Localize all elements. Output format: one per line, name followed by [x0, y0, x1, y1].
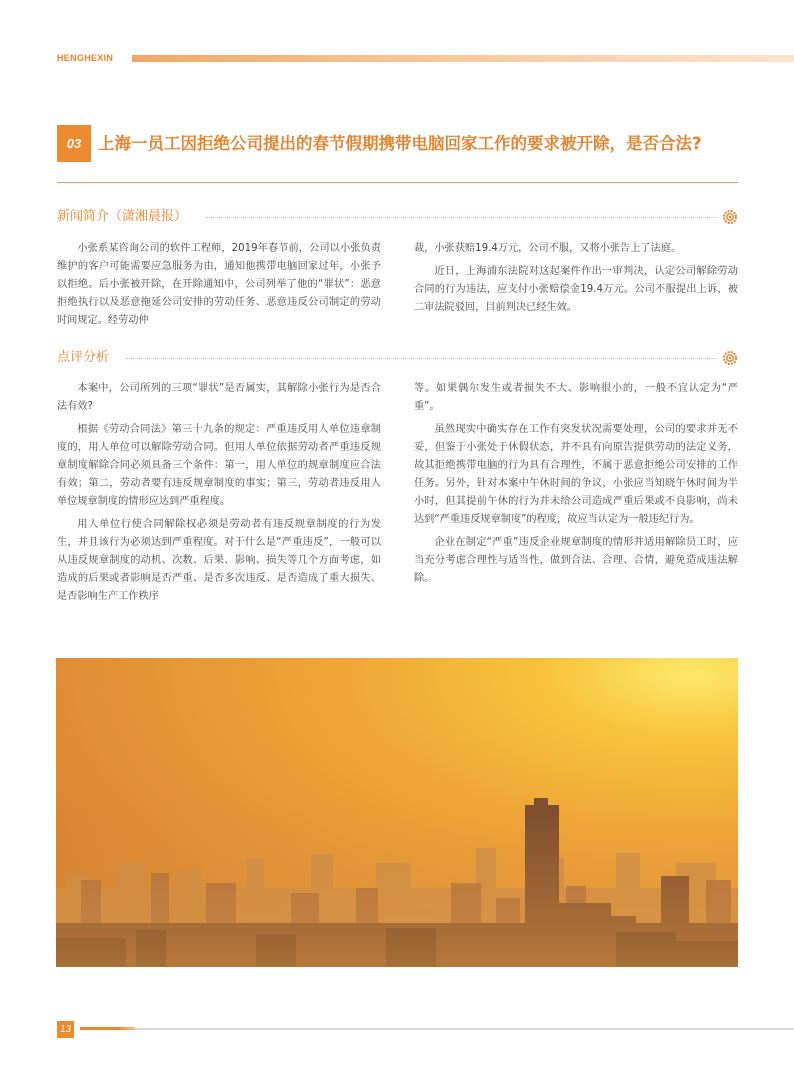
gear-icon: [722, 350, 738, 366]
article-title: 上海一员工因拒绝公司提出的春节假期携带电脑回家工作的要求被开除，是否合法?: [98, 134, 702, 153]
news-right-column: [414, 240, 738, 322]
analysis-right-column: [414, 380, 738, 593]
article-number-badge: 03: [57, 125, 91, 162]
analysis-paragraph: 本案中，公司所列的三项“罪状”是否属实，其解除小张行为是否合法有效?: [57, 383, 381, 412]
analysis-paragraph: 等。如果偶尔发生或者损失不大、影响很小的，一般不宜认定为“严重”。: [414, 383, 738, 412]
analysis-left-column: [57, 380, 381, 611]
news-paragraph: 近日，上海浦东法院对这起案件作出一审判决，认定公司解除劳动合同的行为违法，应支付小张赔偿金19.4万元。公司不服提出上诉，被二审法院驳回，目前判决已经生效。: [414, 266, 738, 313]
analysis-paragraph: 企业在制定“严重”违反企业规章制度的情形并适用解除员工时，应当充分考虑合理性与适当性，做到合法、合理、合情，避免造成违法解除。: [414, 537, 738, 584]
news-paragraph: 小张系某咨询公司的软件工程师，2019年春节前，公司以小张负责维护的客户可能需要应急服务为由，通知他携带电脑回家过年，小张予以拒绝。后小张被开除，在开除通知中，公司列举了他的“罪状”：恶意拒绝执行以及恶意拖延公司安排的劳动任务、恶意违反公司制定的劳动时间规定。经劳动仲: [57, 243, 381, 326]
brand-logo-text: HENGHEXIN: [57, 53, 114, 63]
title-divider: [57, 182, 738, 183]
footer-rule: [80, 1028, 794, 1030]
analysis-section-title: 点评分析: [57, 348, 113, 368]
dotted-leader: [125, 358, 716, 359]
gear-icon: [722, 209, 738, 225]
news-section-title: 新闻简介（潇湘晨报）: [57, 207, 191, 227]
news-paragraph: 裁，小张获赔19.4万元，公司不服，又将小张告上了法庭。: [414, 243, 682, 254]
news-section-header: [57, 207, 738, 227]
news-left-column: [57, 240, 381, 335]
page-number: 13: [57, 1021, 74, 1038]
city-skyline-photo: [56, 658, 738, 967]
analysis-paragraph: 根据《劳动合同法》第三十九条的规定：严重违反用人单位违章制度的，用人单位可以解除劳动合同。但用人单位依据劳动者严重违反规章制度解除合同必须具备三个条件：第一，用人单位的规章制度应合法有效；第二，劳动者要有违反规章制度的事实；第三，劳动者违反用人单位规章制度的情形应达到严重程度。: [57, 424, 381, 507]
analysis-section-header: [57, 348, 738, 368]
analysis-paragraph: 用人单位行使合同解除权必须是劳动者有违反规章制度的行为发生，并且该行为必须达到严重程度。对于什么是“严重违反”，一般可以从违反规章制度的动机、次数、后果、影响、损失等几个方面考虑，如造成的后果或者影响是否严重、是否多次违反、是否造成了重大损失、是否影响生产工作秩序: [57, 519, 381, 602]
footer-accent: [80, 1027, 135, 1030]
dotted-leader: [205, 217, 716, 218]
analysis-paragraph: 虽然现实中确实存在工作有突发状况需要处理，公司的要求并无不妥，但鉴于小张处于休假状态，并不具有向原告提供劳动的法定义务，故其拒绝携带电脑的行为具有合理性，不属于恶意拒绝公司安排的工作任务。另外，针对本案中午休时间的争议，小张应当知晓午休时间为半小时，但其提前午休的行为并未给公司造成严重后果或不良影响，尚未达到“严重违反规章制度”的程度，故应当认定为一般违纪行为。: [414, 424, 738, 525]
skyline-illustration: [56, 658, 738, 967]
header-gradient-bar: [132, 55, 794, 62]
